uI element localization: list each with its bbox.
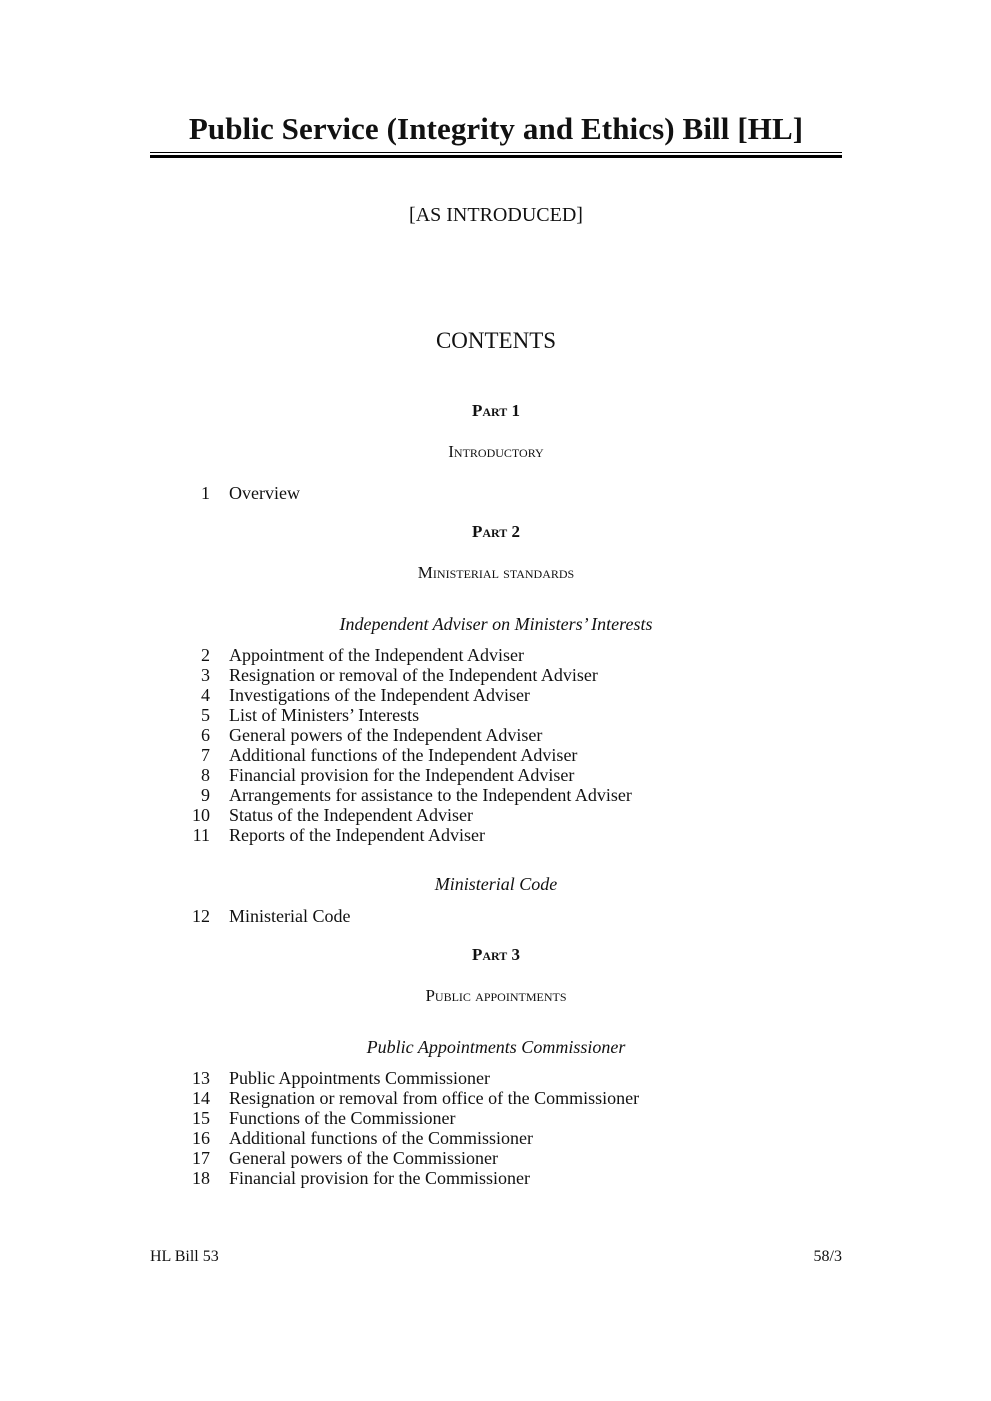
section-number: 11 <box>192 825 210 845</box>
section-title: Appointment of the Independent Adviser <box>229 645 524 665</box>
section-number: 10 <box>192 805 210 825</box>
section-number: 14 <box>192 1088 210 1108</box>
toc-item[interactable] <box>180 805 780 825</box>
cross-heading-independent-adviser: Independent Adviser on Ministers’ Interests <box>339 614 653 634</box>
toc-item[interactable] <box>180 1148 780 1168</box>
section-number: 8 <box>201 765 210 785</box>
part-1-title: Introductory <box>448 442 544 461</box>
section-number: 16 <box>192 1128 210 1148</box>
toc-list-independent-adviser <box>180 645 780 845</box>
bill-title: Public Service (Integrity and Ethics) Bill [HL] <box>188 111 804 146</box>
section-title: Resignation or removal from office of the Commissioner <box>229 1088 640 1108</box>
section-title: General powers of the Independent Adviser <box>229 725 543 745</box>
toc-item[interactable] <box>180 906 780 926</box>
toc-item[interactable] <box>180 825 780 845</box>
toc-item[interactable] <box>180 1108 780 1128</box>
section-number: 15 <box>192 1108 210 1128</box>
part-1-heading: Part 1 <box>471 401 521 420</box>
toc-item[interactable] <box>180 645 780 665</box>
section-number: 4 <box>201 685 210 705</box>
part-2-title: Ministerial standards <box>417 563 575 582</box>
part-3-heading: Part 3 <box>471 945 521 964</box>
title-rule-thick <box>150 155 842 158</box>
section-title: Functions of the Commissioner <box>229 1108 456 1128</box>
footer-bill-reference: HL Bill 53 <box>150 1248 219 1265</box>
section-number: 1 <box>201 483 210 503</box>
toc-item[interactable] <box>180 785 780 805</box>
section-number: 12 <box>192 906 210 926</box>
toc-item[interactable] <box>180 1128 780 1148</box>
section-number: 2 <box>201 645 210 665</box>
section-title: Overview <box>229 483 300 503</box>
section-title: Reports of the Independent Adviser <box>229 825 485 845</box>
toc-list-ministerial-code <box>180 906 780 926</box>
title-rule-thin <box>150 152 842 153</box>
section-number: 5 <box>201 705 210 725</box>
section-title: Arrangements for assistance to the Independent Adviser <box>229 785 632 805</box>
section-title: Investigations of the Independent Adviser <box>229 685 530 705</box>
section-title: Financial provision for the Independent Adviser <box>229 765 575 785</box>
toc-item[interactable] <box>180 705 780 725</box>
section-title: Additional functions of the Commissioner <box>229 1128 533 1148</box>
section-number: 3 <box>201 665 210 685</box>
cross-heading-ministerial-code: Ministerial Code <box>434 874 558 894</box>
bill-status: [AS INTRODUCED] <box>409 204 583 226</box>
toc-item[interactable] <box>180 1088 780 1108</box>
toc-item[interactable] <box>180 1168 780 1188</box>
section-title: Resignation or removal of the Independent Adviser <box>229 665 598 685</box>
toc-item[interactable] <box>180 685 780 705</box>
toc-list-part-1 <box>180 483 780 503</box>
section-number: 9 <box>201 785 210 805</box>
toc-item[interactable] <box>180 745 780 765</box>
section-title: List of Ministers’ Interests <box>229 705 420 725</box>
section-number: 18 <box>192 1168 210 1188</box>
part-3-title: Public appointments <box>425 986 567 1005</box>
part-2-heading: Part 2 <box>471 522 521 541</box>
section-number: 13 <box>192 1068 210 1088</box>
section-title: Financial provision for the Commissioner <box>229 1168 530 1188</box>
toc-item[interactable] <box>180 765 780 785</box>
toc-item[interactable] <box>180 1068 780 1088</box>
toc-list-commissioner <box>180 1068 780 1188</box>
cross-heading-public-appointments-commissioner: Public Appointments Commissioner <box>366 1037 626 1057</box>
section-number: 7 <box>201 745 210 765</box>
section-title: General powers of the Commissioner <box>229 1148 498 1168</box>
section-title: Ministerial Code <box>229 906 351 926</box>
contents-heading: CONTENTS <box>435 328 557 353</box>
toc-item[interactable] <box>180 665 780 685</box>
section-title: Additional functions of the Independent Adviser <box>229 745 578 765</box>
section-number: 17 <box>192 1148 210 1168</box>
section-number: 6 <box>201 725 210 745</box>
footer-print-reference: 58/3 <box>813 1248 842 1265</box>
section-title: Status of the Independent Adviser <box>229 805 473 825</box>
toc-item[interactable] <box>180 483 780 503</box>
section-title: Public Appointments Commissioner <box>229 1068 491 1088</box>
toc-item[interactable] <box>180 725 780 745</box>
